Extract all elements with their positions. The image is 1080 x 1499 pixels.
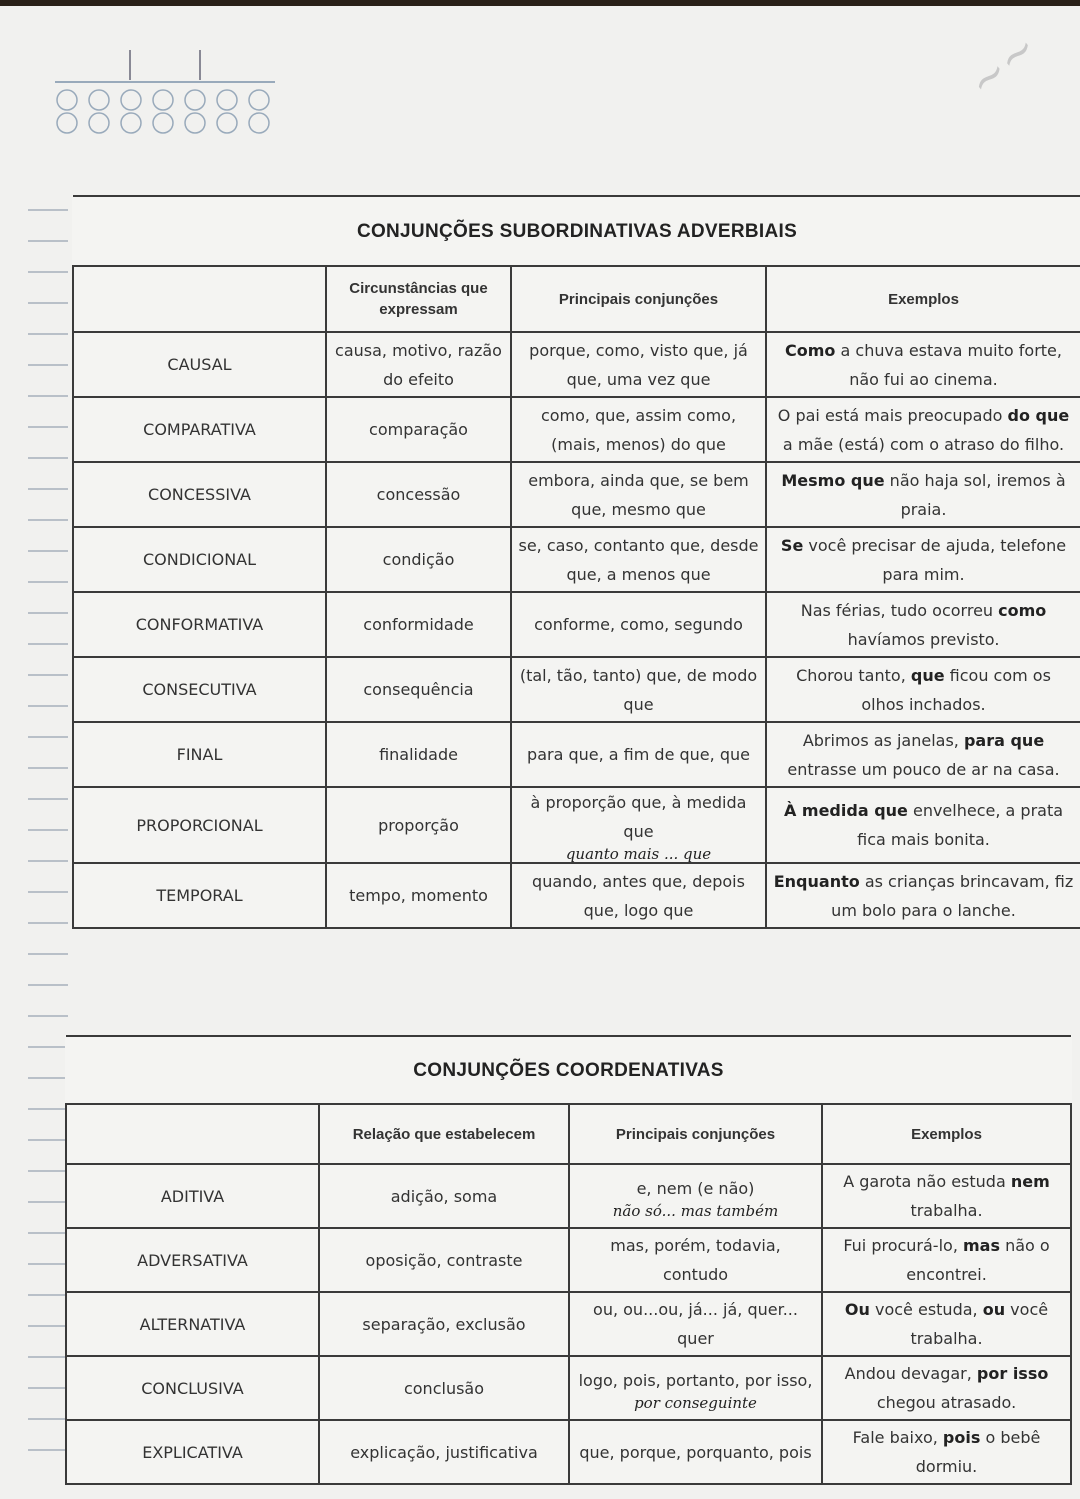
conjuncoes-cell-text: como, que, assim como, (mais, menos) do que — [540, 405, 737, 454]
coordenativas-table — [65, 1035, 1072, 1485]
conjuncoes-cell — [511, 332, 766, 397]
example-text: Abrimos as janelas, — [802, 730, 964, 750]
conjuncoes-cell-text: (tal, tão, tanto) que, de modo que — [519, 665, 758, 714]
table-row — [66, 1164, 1071, 1228]
pencil-scribble: ~~ — [958, 22, 1048, 109]
header-blank — [66, 1104, 319, 1164]
example-text: não o encontrei. — [906, 1236, 1050, 1284]
circunstancia-cell-text: tempo, momento — [349, 886, 488, 905]
row-name — [73, 527, 326, 592]
header-conjuncoes: Principais conjunções — [511, 266, 766, 332]
conjuncoes-cell — [569, 1164, 822, 1228]
exemplo-cell — [822, 1292, 1071, 1356]
circunstancia-cell — [319, 1420, 569, 1484]
conjuncoes-cell — [511, 787, 766, 863]
example-text: Nas férias, tudo ocorreu — [800, 600, 999, 620]
conjuncoes-cell-text: ou, ou...ou, já... já, quer... quer — [593, 1300, 798, 1348]
example-text: Andou devagar, — [844, 1364, 977, 1383]
row-name — [73, 462, 326, 527]
header-exemplos: Exemplos — [822, 1104, 1071, 1164]
table-row — [66, 1356, 1071, 1420]
exemplo-cell — [766, 462, 1080, 527]
row-name-text: ADVERSATIVA — [137, 1250, 248, 1270]
row-name — [66, 1164, 319, 1228]
row-name — [73, 397, 326, 462]
conjuncoes-cell — [569, 1292, 822, 1356]
notebook-margin-lines — [28, 180, 68, 1480]
row-name — [73, 787, 326, 863]
conjunction-highlight: que — [910, 665, 945, 685]
handwritten-note: por conseguinte — [634, 1393, 757, 1412]
row-name-text: ALTERNATIVA — [139, 1314, 246, 1334]
table-row — [73, 787, 1080, 863]
exemplo-cell — [766, 722, 1080, 787]
conjunction-highlight: Se — [780, 535, 804, 555]
table-row — [73, 332, 1080, 397]
conjunction-highlight: À medida que — [783, 801, 908, 820]
circunstancia-cell-text: oposição, contraste — [365, 1250, 523, 1270]
circunstancia-cell-text: adição, soma — [390, 1186, 498, 1206]
row-name — [73, 863, 326, 928]
handwritten-note: quanto mais ... que — [565, 845, 712, 863]
example-text: ficou com os olhos inchados. — [861, 665, 1051, 714]
conjuncoes-cell — [569, 1420, 822, 1484]
row-name-text: CONSECUTIVA — [142, 680, 257, 699]
row-name-text: CONFORMATIVA — [135, 615, 264, 634]
conjuncoes-cell — [511, 592, 766, 657]
conjunction-highlight: pois — [942, 1428, 981, 1447]
conjunction-highlight: por isso — [976, 1364, 1049, 1383]
example-text: a mãe (está) com o atraso do filho. — [782, 434, 1065, 454]
exemplo-cell — [766, 863, 1080, 928]
conjunction-highlight: como — [998, 600, 1047, 620]
header-conjuncoes: Principais conjunções — [569, 1104, 822, 1164]
row-name — [73, 592, 326, 657]
photo-edge — [0, 0, 1080, 6]
row-name — [73, 332, 326, 397]
exemplo-cell — [822, 1356, 1071, 1420]
exemplo-cell — [766, 397, 1080, 462]
example-text: Fui procurá-lo, — [843, 1236, 963, 1255]
circunstancia-cell — [326, 332, 511, 397]
circunstancia-cell — [319, 1292, 569, 1356]
circunstancia-cell — [326, 722, 511, 787]
example-text: não haja sol, iremos à praia. — [884, 470, 1066, 519]
circunstancia-cell-text: conformidade — [363, 615, 474, 634]
example-text: o bebê dormiu. — [915, 1428, 1041, 1476]
row-name-text: ADITIVA — [160, 1186, 225, 1206]
conjuncoes-cell-text: à proporção que, à medida que — [530, 793, 747, 841]
handwritten-note: não só... mas também — [612, 1201, 779, 1220]
example-text: você estuda, — [869, 1300, 983, 1319]
subordinativas-table — [72, 195, 1080, 929]
circunstancia-cell — [319, 1228, 569, 1292]
row-name — [66, 1356, 319, 1420]
conjuncoes-cell — [569, 1356, 822, 1420]
row-name — [66, 1420, 319, 1484]
row-name-text: PROPORCIONAL — [136, 815, 263, 835]
conjuncoes-cell-text: mas, porém, todavia, contudo — [610, 1236, 781, 1284]
example-text: você precisar de ajuda, telefone para mim. — [803, 535, 1067, 584]
exemplo-cell — [822, 1420, 1071, 1484]
conjuncoes-cell-text: logo, pois, portanto, por isso, — [578, 1370, 813, 1390]
conjuncoes-cell-text: conforme, como, segundo — [534, 615, 743, 634]
conjunction-highlight: Como — [785, 340, 836, 360]
conjuncoes-cell-text: quando, antes que, depois que, logo que — [532, 871, 745, 920]
circunstancia-cell-text: concessão — [376, 485, 461, 504]
circunstancia-cell — [326, 397, 511, 462]
table-title: CONJUNÇÕES SUBORDINATIVAS ADVERBIAIS — [73, 196, 1080, 266]
row-name-text: FINAL — [176, 745, 223, 764]
exemplo-cell — [766, 592, 1080, 657]
row-name-text: COMPARATIVA — [143, 420, 256, 439]
table-row — [73, 462, 1080, 527]
conjuncoes-cell — [511, 397, 766, 462]
conjuncoes-cell-text: para que, a fim de que, que — [527, 745, 750, 764]
table-row — [73, 527, 1080, 592]
row-name-text: TEMPORAL — [156, 886, 243, 905]
conjuncoes-cell — [569, 1228, 822, 1292]
circunstancia-cell-text: separação, exclusão — [362, 1314, 526, 1334]
conjuncoes-cell — [511, 657, 766, 722]
circunstancia-cell — [326, 527, 511, 592]
row-name-text: CONCLUSIVA — [141, 1378, 244, 1398]
exemplo-cell — [766, 787, 1080, 863]
row-name-text: CAUSAL — [167, 355, 232, 374]
conjuncoes-cell-text: embora, ainda que, se bem que, mesmo que — [528, 470, 749, 519]
exemplo-cell — [766, 657, 1080, 722]
example-text: as crianças brincavam, fiz um bolo para o lanche. — [831, 871, 1074, 920]
circunstancia-cell — [326, 657, 511, 722]
circunstancia-cell-text: condição — [382, 550, 455, 569]
example-text: A garota não estuda — [843, 1172, 1011, 1191]
circunstancia-cell — [326, 863, 511, 928]
conjunction-highlight: Mesmo que — [781, 470, 885, 490]
exemplo-cell — [766, 527, 1080, 592]
row-name — [73, 722, 326, 787]
row-name — [66, 1292, 319, 1356]
exemplo-cell — [822, 1228, 1071, 1292]
table-row — [73, 657, 1080, 722]
example-text: envelhece, a prata fica mais bonita. — [857, 801, 1064, 849]
table-row — [66, 1228, 1071, 1292]
circunstancia-cell — [326, 787, 511, 863]
example-text: Fale baixo, — [852, 1428, 943, 1447]
conjuncoes-cell — [511, 863, 766, 928]
table-row — [73, 722, 1080, 787]
circunstancia-cell-text: comparação — [369, 420, 468, 439]
circunstancia-cell-text: conclusão — [403, 1378, 485, 1398]
conjunction-highlight: Enquanto — [773, 871, 860, 891]
header-relacao: Relação que estabelecem — [319, 1104, 569, 1164]
circunstancia-cell — [326, 462, 511, 527]
exemplo-cell — [822, 1164, 1071, 1228]
conjunction-highlight: ou — [982, 1300, 1006, 1319]
table-row — [66, 1292, 1071, 1356]
circunstancia-cell — [319, 1164, 569, 1228]
row-name — [66, 1228, 319, 1292]
notebook-logo-icon — [55, 50, 275, 145]
row-name-text: CONDICIONAL — [142, 550, 257, 569]
table-title: CONJUNÇÕES COORDENATIVAS — [66, 1036, 1071, 1104]
example-text: a chuva estava muito forte, não fui ao cinema. — [835, 340, 1062, 389]
exemplo-cell — [766, 332, 1080, 397]
conjuncoes-cell-text: que, porque, porquanto, pois — [579, 1442, 812, 1462]
circunstancia-cell-text: consequência — [363, 680, 474, 699]
example-text: você trabalha. — [910, 1300, 1049, 1348]
table-row — [73, 592, 1080, 657]
header-exemplos: Exemplos — [766, 266, 1080, 332]
row-name-text: EXPLICATIVA — [142, 1442, 243, 1462]
conjuncoes-cell-text: porque, como, visto que, já que, uma vez que — [529, 340, 748, 389]
circunstancia-cell-text: finalidade — [379, 745, 458, 764]
example-text: entrasse um pouco de ar na casa. — [787, 759, 1060, 779]
conjunction-highlight: do que — [1007, 405, 1070, 425]
example-text: trabalha. — [910, 1201, 983, 1220]
row-name — [73, 657, 326, 722]
conjunction-highlight: nem — [1010, 1172, 1050, 1191]
example-text: chegou atrasado. — [876, 1393, 1017, 1412]
row-name-text: CONCESSIVA — [148, 485, 251, 504]
example-text: Chorou tanto, — [796, 665, 911, 685]
conjunction-highlight: Ou — [844, 1300, 870, 1319]
circunstancia-cell-text: explicação, justificativa — [350, 1442, 538, 1462]
header-blank — [73, 266, 326, 332]
conjuncoes-cell-text: e, nem (e não) — [636, 1178, 755, 1198]
conjunction-highlight: mas — [962, 1236, 1000, 1255]
circunstancia-cell-text: proporção — [378, 815, 459, 835]
conjuncoes-cell — [511, 462, 766, 527]
table-row — [66, 1420, 1071, 1484]
header-circunstancias: Circunstâncias que expressam — [326, 266, 511, 332]
conjuncoes-cell — [511, 722, 766, 787]
example-text: O pai está mais preocupado — [777, 405, 1008, 425]
conjunction-highlight: para que — [963, 730, 1045, 750]
table-row — [73, 397, 1080, 462]
conjuncoes-cell-text: se, caso, contanto que, desde que, a menos que — [518, 535, 759, 584]
example-text: havíamos previsto. — [847, 629, 1000, 649]
conjuncoes-cell — [511, 527, 766, 592]
circunstancia-cell — [319, 1356, 569, 1420]
circunstancia-cell-text: causa, motivo, razão do efeito — [335, 340, 502, 389]
table-row — [73, 863, 1080, 928]
circunstancia-cell — [326, 592, 511, 657]
